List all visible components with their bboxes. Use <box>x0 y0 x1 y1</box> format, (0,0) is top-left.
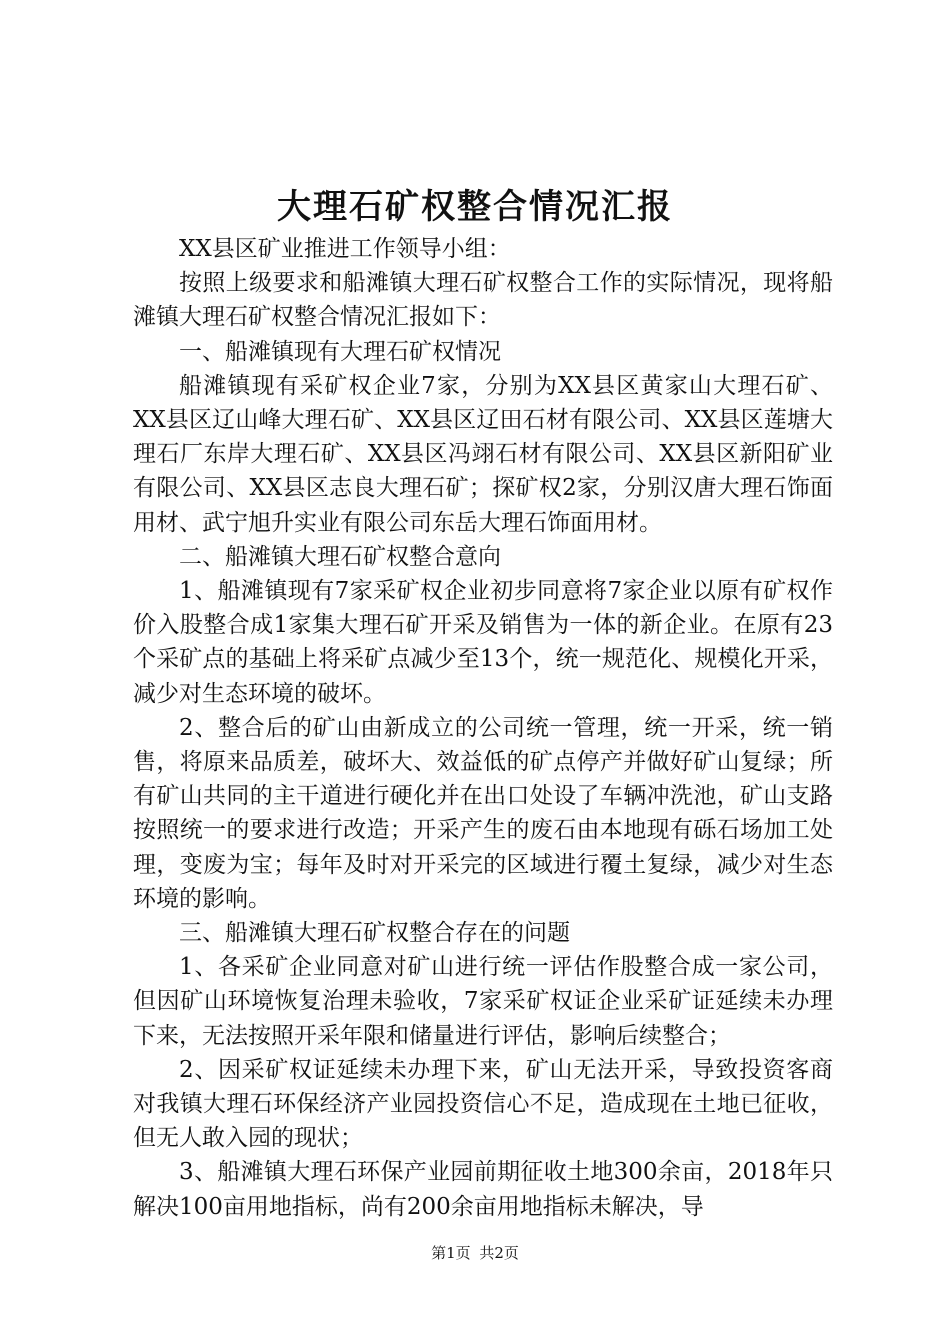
section-heading-2: 二、船滩镇大理石矿权整合意向 <box>179 543 501 570</box>
intro-paragraph: 按照上级要求和船滩镇大理石矿权整合工作的实际情况，现将船滩镇大理石矿权整合情况汇报如下： <box>133 270 833 331</box>
body-paragraph: 3、船滩镇大理石环保产业园前期征收土地300余亩，2018年只解决100亩用地指标，尚有200余亩用地指标未解决，导 <box>133 1159 833 1220</box>
body-paragraph: 船滩镇现有采矿权企业7家，分别为XX县区黄家山大理石矿、XX县区辽山峰大理石矿、XX县区辽田石材有限公司、XX县区莲塘大理石厂东岸大理石矿、XX县区冯翊石材有限公司、XX县区新阳矿业有限公司、XX县区志良大理石矿；探矿权2家，分别汉唐大理石饰面用材、武宁旭升实业有限公司东岳大理石饰面用材。 <box>133 372 833 536</box>
document-title: 大理石矿权整合情况汇报 <box>277 187 673 227</box>
section-heading-1: 一、船滩镇现有大理石矿权情况 <box>179 338 501 365</box>
body-paragraph: 1、各采矿企业同意对矿山进行统一评估作股整合成一家公司，但因矿山环境恢复治理未验收，7家采矿权证企业采矿证延续未办理下来，无法按照开采年限和储量进行评估，影响后续整合； <box>133 954 833 1049</box>
document-body <box>133 232 833 1224</box>
page-footer <box>0 1242 950 1264</box>
page-number: 第1页 <box>431 1244 471 1262</box>
salutation: XX县区矿业推进工作领导小组： <box>179 236 511 262</box>
body-paragraph: 1、船滩镇现有7家采矿权企业初步同意将7家企业以原有矿权作价入股整合成1家集大理石矿开采及销售为一体的新企业。在原有23个采矿点的基础上将采矿点减少至13个，统一规范化、规模化开采，减少对生态环境的破坏。 <box>133 578 833 707</box>
body-paragraph: 2、整合后的矿山由新成立的公司统一管理，统一开采，统一销售，将原来品质差，破坏大、效益低的矿点停产并做好矿山复绿；所有矿山共同的主干道进行硬化并在出口处设了车辆冲洗池，矿山支路按照统一的要求进行改造；开采产生的废石由本地现有砾石场加工处理，变废为宝；每年及时对开采完的区域进行覆土复绿，减少对生态环境的影响。 <box>133 714 833 912</box>
body-paragraph: 2、因采矿权证延续未办理下来，矿山无法开采，导致投资客商对我镇大理石环保经济产业园投资信心不足，造成现在土地已征收，但无人敢入园的现状； <box>133 1056 833 1152</box>
page-total: 共2页 <box>479 1244 519 1262</box>
section-heading-3: 三、船滩镇大理石矿权整合存在的问题 <box>179 920 570 947</box>
